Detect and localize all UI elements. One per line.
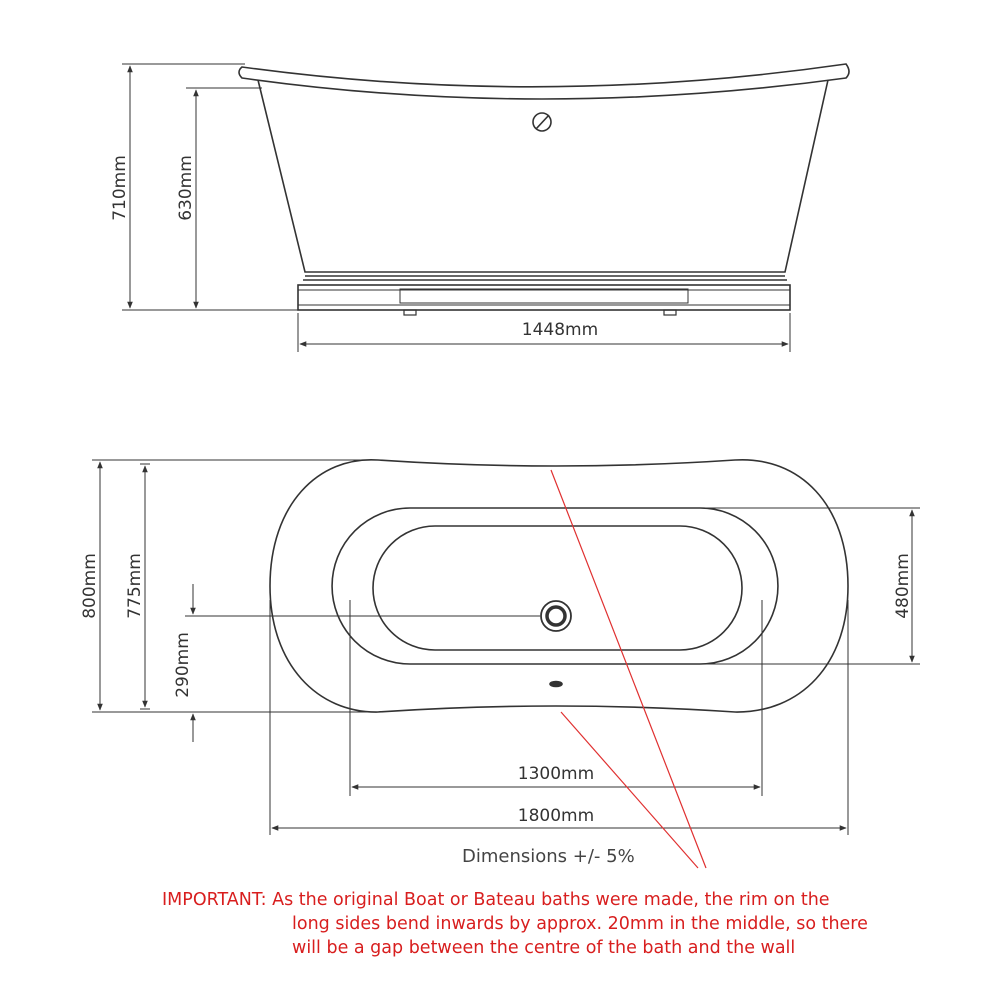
side-tub-body xyxy=(258,80,828,272)
width-overall-label: 800mm xyxy=(80,553,100,619)
top-view xyxy=(270,460,848,712)
height-overall-label: 710mm xyxy=(110,155,130,221)
top-basin-edge xyxy=(332,508,778,664)
width-inner-label: 480mm xyxy=(893,553,913,619)
important-note-line-3: will be a gap between the centre of the bath and the wall xyxy=(292,938,796,958)
side-rim xyxy=(239,64,849,99)
important-note-line-1 xyxy=(162,890,830,910)
important-text-1: As the original Boat or Bateau baths were made, the rim on the xyxy=(272,890,830,910)
length-overall-label: 1800mm xyxy=(517,806,595,826)
waste-inner-icon xyxy=(547,607,565,625)
waste-offset-label: 290mm xyxy=(173,632,193,698)
length-base-label: 1448mm xyxy=(521,320,599,340)
width-rim-label: 775mm xyxy=(125,553,145,619)
tolerance-note: Dimensions +/- 5% xyxy=(462,846,635,867)
overflow-slot-icon xyxy=(550,682,562,687)
top-view-dimensions xyxy=(92,460,920,835)
side-view xyxy=(239,64,849,315)
top-outer-rim xyxy=(270,460,848,712)
height-tub-label: 630mm xyxy=(176,155,196,221)
length-inner-label: 1300mm xyxy=(517,764,595,784)
side-view-dimensions xyxy=(122,64,790,352)
important-label: IMPORTANT: xyxy=(162,890,267,910)
important-note-line-2: long sides bend inwards by approx. 20mm in the middle, so there xyxy=(292,914,868,934)
